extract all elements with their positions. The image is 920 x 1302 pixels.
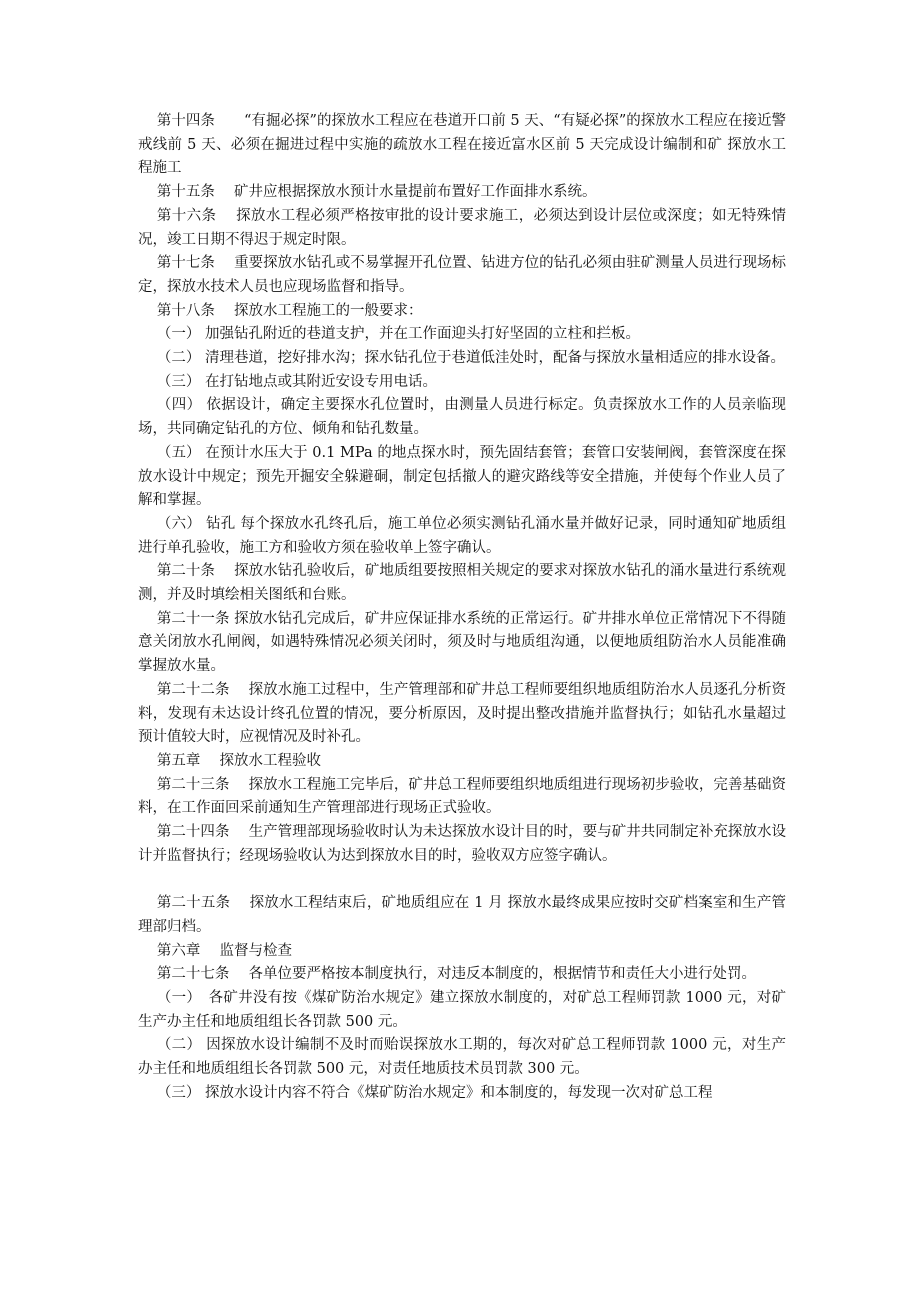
list-item-5: （五） 在预计水压大于 0.1 MPa 的地点探水时，预先固结套管；套管口安装闸阀，套管深度在探放水设计中规定；预先开掘安全躲避硐，制定包括撤人的避灾路线等安全措施，并使每个作业人员了解和掌握。 bbox=[138, 444, 786, 509]
list-item-4: （四） 依据设计，确定主要探水孔位置时，由测量人员进行标定。负责探放水工作的人员亲临现场，共同确定钻孔的方位、倾角和钻孔数量。 bbox=[138, 397, 786, 438]
paragraph-article-20: 第二十条 探放水钻孔验收后，矿地质组要按照相关规定的要求对探放水钻孔的涌水量进行系统观测，并及时填绘相关图纸和台账。 bbox=[138, 563, 786, 604]
penalty-item-2: （二） 因探放水设计编制不及时而贻误探放水工期的，每次对矿总工程师罚款 1000 元，对生产办主任和地质组组长各罚款 500 元，对责任地质技术员罚款 300 元。 bbox=[138, 1037, 786, 1078]
paragraph-article-18: 第十八条 探放水工程施工的一般要求： bbox=[156, 302, 423, 319]
penalty-item-1: （一） 各矿井没有按《煤矿防治水规定》建立探放水制度的，对矿总工程师罚款 1000 元，对矿生产办主任和地质组组长各罚款 500 元。 bbox=[138, 990, 786, 1030]
list-item-1: （一） 加强钻孔附近的巷道支护，并在工作面迎头打好坚固的立柱和拦板。 bbox=[156, 326, 640, 343]
paragraph-article-21: 第二十一条 探放水钻孔完成后，矿井应保证排水系统的正常运行。矿井排水单位正常情况下不得随意关闭放水孔闸阀，如遇特殊情况必须关闭时，须及时与地质组沟通，以便地质组防治水人员能准确掌握放水量。 bbox=[138, 610, 786, 675]
document-page bbox=[138, 110, 786, 1106]
list-item-2: （二） 清理巷道，挖好排水沟；探水钻孔位于巷道低洼处时，配备与探放水量相适应的排水设备。 bbox=[156, 350, 785, 367]
list-item-6: （六） 钻孔 每个探放水孔终孔后，施工单位必须实测钻孔涌水量并做好记录，同时通知矿地质组进行单孔验收，施工方和验收方须在验收单上签字确认。 bbox=[138, 515, 786, 556]
paragraph-article-14: 第十四条 “有掘必探”的探放水工程应在巷道开口前 5 天、“有疑必探”的探放水工程应在接近警戒线前 5 天、必须在掘进过程中实施的疏放水工程在接近富水区前 5 天完成设计编制和矿 探放水工程施工 bbox=[138, 113, 786, 177]
chapter-5-heading: 第五章 探放水工程验收 bbox=[156, 752, 321, 769]
paragraph-article-24: 第二十四条 生产管理部现场验收时认为未达探放水设计目的时，要与矿井共同制定补充探放水设计并监督执行；经现场验收认为达到探放水目的时，验收双方应签字确认。 bbox=[138, 824, 786, 864]
chapter-6-heading: 第六章 监督与检查 bbox=[156, 942, 292, 959]
list-item-3: （三） 在打钻地点或其附近安设专用电话。 bbox=[156, 373, 437, 390]
paragraph-article-27: 第二十七条 各单位要严格按本制度执行，对违反本制度的，根据情节和责任大小进行处罚。 bbox=[156, 966, 756, 983]
penalty-item-3: （三） 探放水设计内容不符合《煤矿防治水规定》和本制度的，每发现一次对矿总工程 bbox=[156, 1084, 713, 1101]
paragraph-article-22: 第二十二条 探放水施工过程中，生产管理部和矿井总工程师要组织地质组防治水人员逐孔分析资料，发现有未达设计终孔位置的情况，要分析原因，及时提出整改措施并监督执行；如钻孔水量超过预计值较大时，应视情况及时补孔。 bbox=[138, 681, 786, 746]
paragraph-article-16: 第十六条 探放水工程必须严格按审批的设计要求施工，必须达到设计层位或深度；如无特殊情况，竣工日期不得迟于规定时限。 bbox=[138, 207, 786, 248]
paragraph-article-23: 第二十三条 探放水工程施工完毕后，矿井总工程师要组织地质组进行现场初步验收，完善基础资料，在工作面回采前通知生产管理部进行现场正式验收。 bbox=[138, 776, 786, 817]
paragraph-article-25: 第二十五条 探放水工程结束后，矿地质组应在 1 月 探放水最终成果应按时交矿档案室和生产管理部归档。 bbox=[138, 895, 786, 935]
paragraph-article-15: 第十五条 矿井应根据探放水预计水量提前布置好工作面排水系统。 bbox=[156, 184, 597, 201]
paragraph-article-17: 第十七条 重要探放水钻孔或不易掌握开孔位置、钻进方位的钻孔必须由驻矿测量人员进行现场标定，探放水技术人员也应现场监督和指导。 bbox=[138, 255, 786, 295]
